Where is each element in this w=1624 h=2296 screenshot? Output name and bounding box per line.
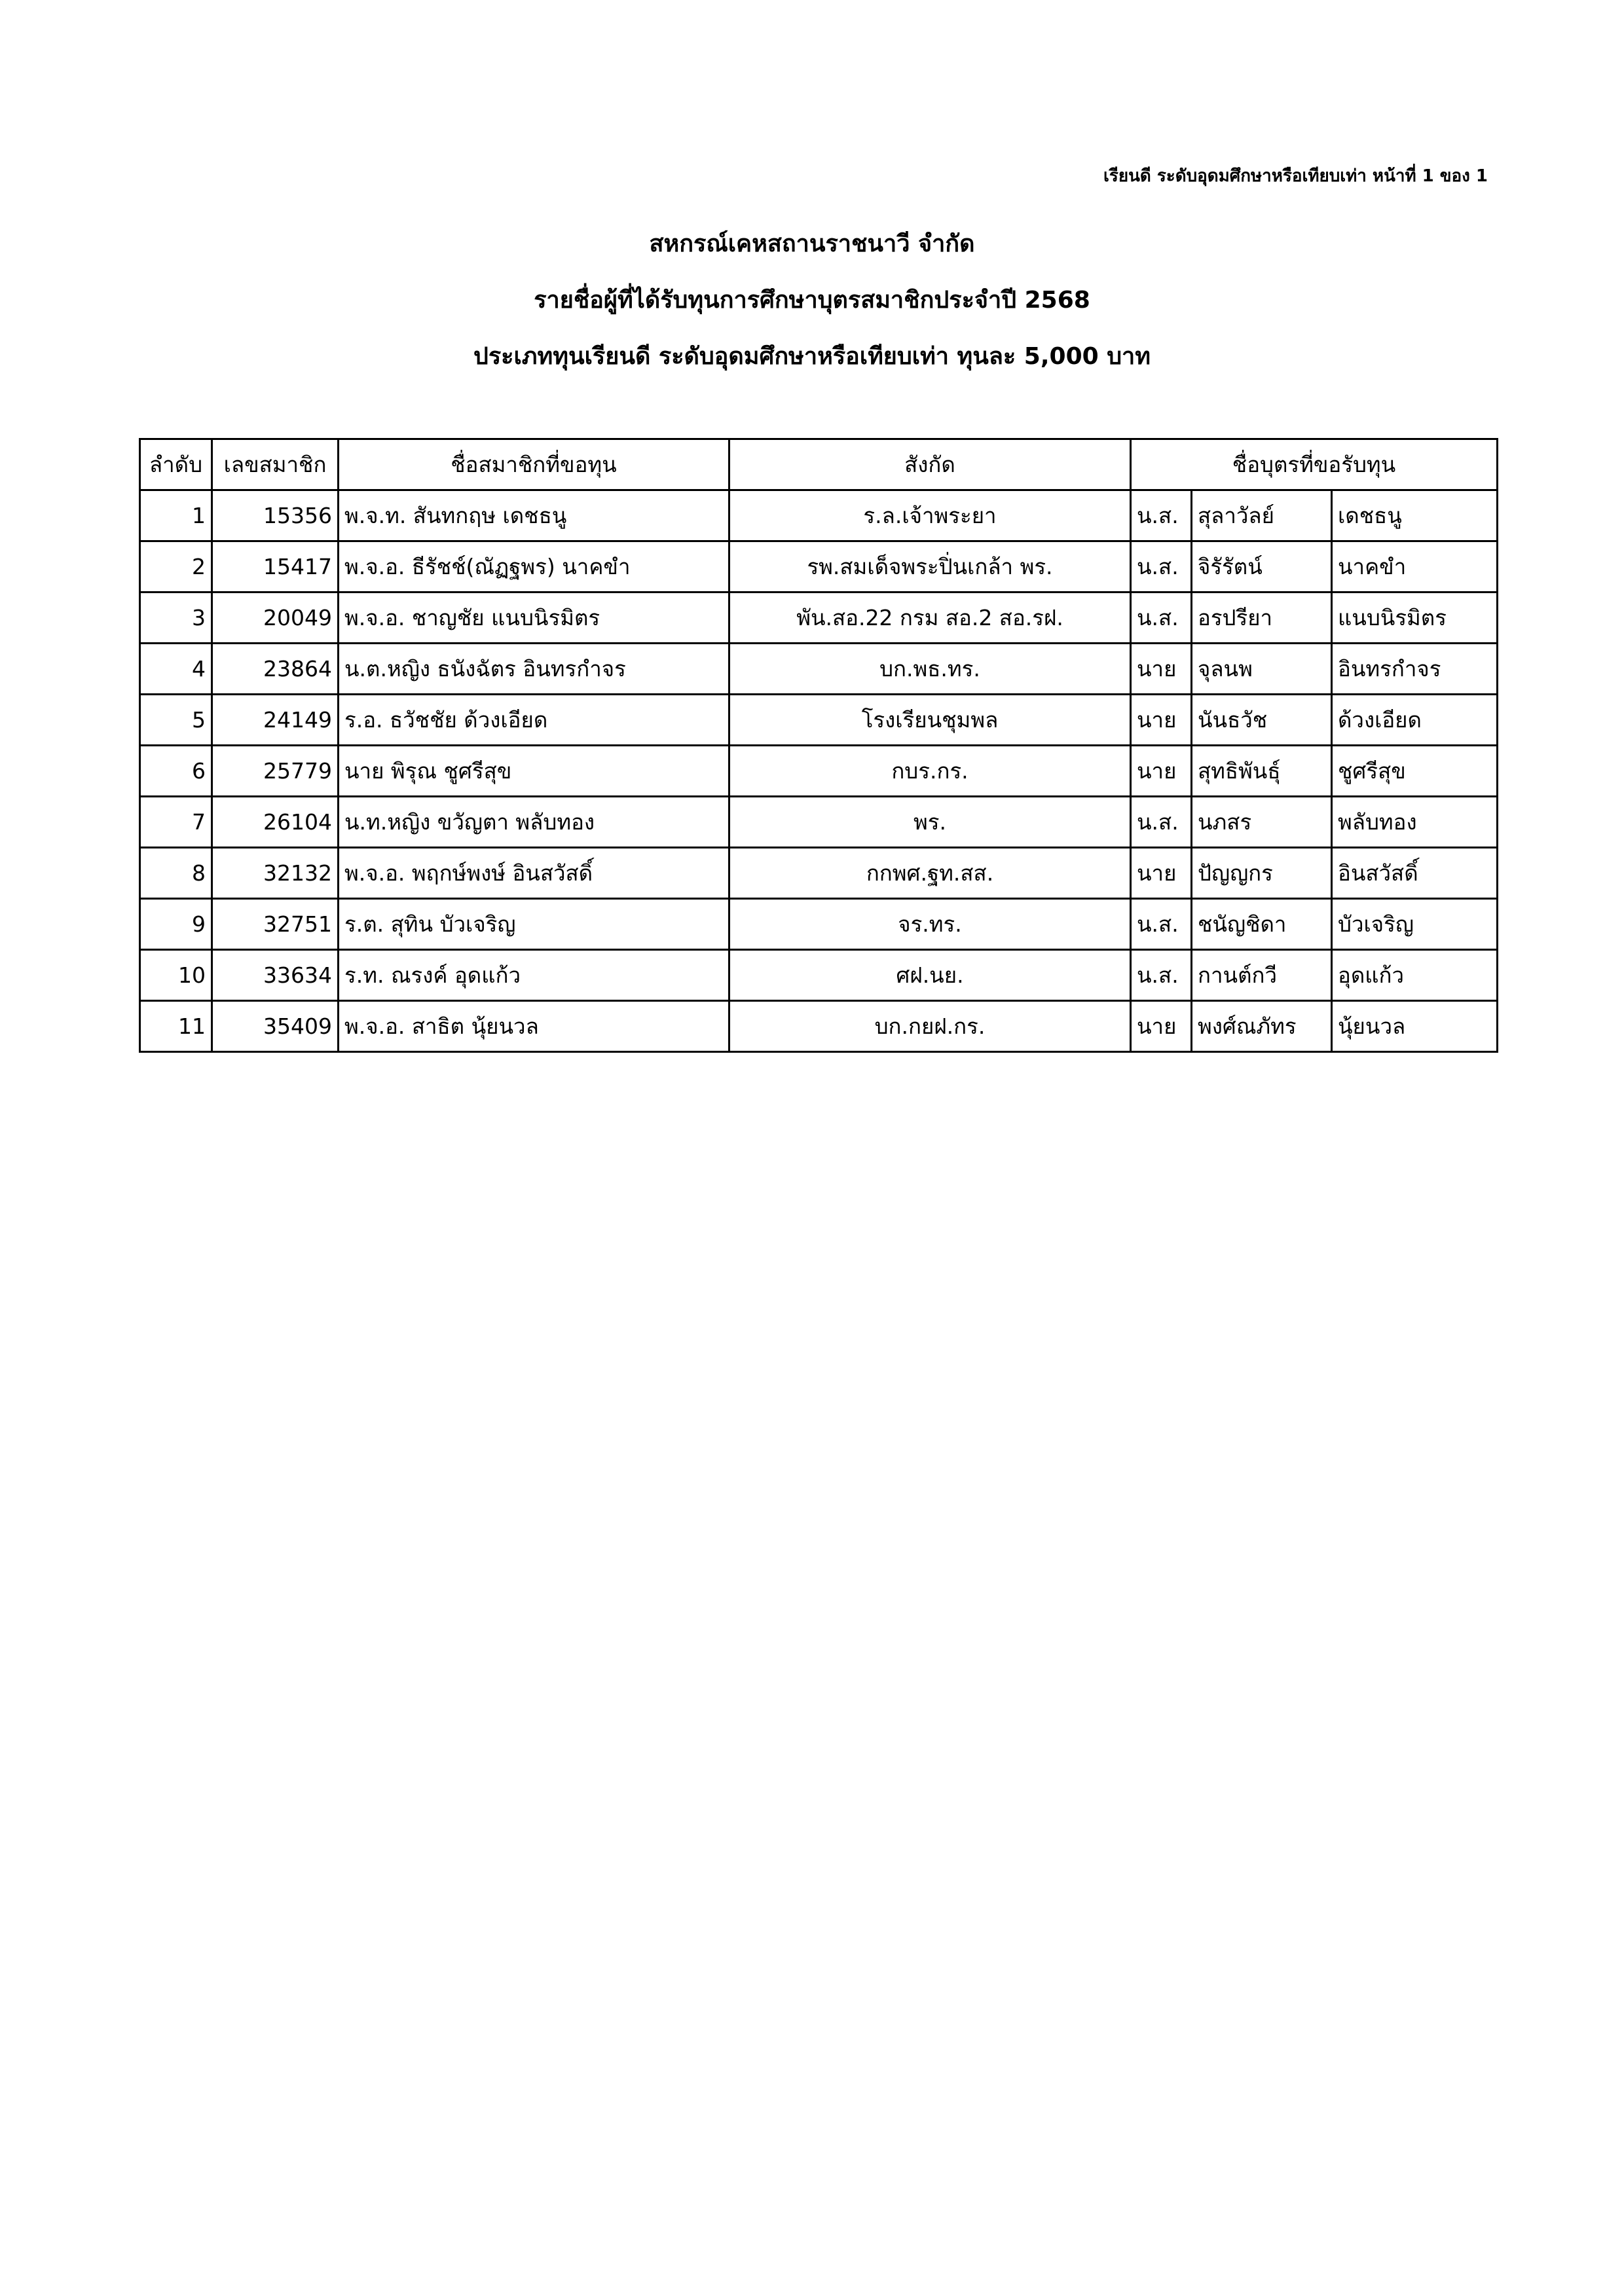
cell-order: 4	[140, 644, 212, 695]
cell-child-last-name: อินทรกำจร	[1332, 644, 1498, 695]
cell-child-prefix: นาย	[1131, 644, 1192, 695]
cell-child-first-name: กานต์กวี	[1192, 950, 1332, 1001]
cell-child-prefix: นาย	[1131, 1001, 1192, 1052]
table-row	[140, 1001, 1498, 1052]
cell-order: 2	[140, 541, 212, 592]
cell-child-first-name: นภสร	[1192, 797, 1332, 848]
header-member-no: เลขสมาชิก	[212, 439, 339, 490]
title-list: รายชื่อผู้ที่ได้รับทุนการศึกษาบุตรสมาชิกประจำปี 2568	[534, 287, 1090, 314]
cell-member-name: พ.จ.ท. สันทกฤษ เดชธนู	[339, 490, 729, 541]
cell-member-name: พ.จ.อ. พฤกษ์พงษ์ อินสวัสดิ์	[339, 848, 729, 899]
table-body	[140, 490, 1498, 1052]
table-row	[140, 592, 1498, 644]
cell-unit: พร.	[729, 797, 1131, 848]
cell-member-no: 35409	[212, 1001, 339, 1052]
cell-child-first-name: อรปรียา	[1192, 592, 1332, 644]
cell-child-prefix: นาย	[1131, 848, 1192, 899]
cell-child-last-name: บัวเจริญ	[1332, 899, 1498, 950]
table-row	[140, 848, 1498, 899]
cell-child-prefix: น.ส.	[1131, 541, 1192, 592]
header-child-name: ชื่อบุตรที่ขอรับทุน	[1131, 439, 1498, 490]
title-scholarship-type: ประเภททุนเรียนดี ระดับอุดมศึกษาหรือเทียบเท่า ทุนละ 5,000 บาท	[473, 343, 1151, 370]
cell-child-last-name: นุ้ยนวล	[1332, 1001, 1498, 1052]
cell-unit: จร.ทร.	[729, 899, 1131, 950]
cell-member-name: พ.จ.อ. สาธิต นุ้ยนวล	[339, 1001, 729, 1052]
cell-order: 8	[140, 848, 212, 899]
cell-order: 9	[140, 899, 212, 950]
header-member-name: ชื่อสมาชิกที่ขอทุน	[339, 439, 729, 490]
cell-unit: บก.กยฝ.กร.	[729, 1001, 1131, 1052]
scholarship-table	[139, 438, 1498, 1053]
cell-order: 10	[140, 950, 212, 1001]
cell-child-first-name: จิรัรัตน์	[1192, 541, 1332, 592]
cell-member-no: 25779	[212, 746, 339, 797]
cell-order: 11	[140, 1001, 212, 1052]
cell-child-first-name: พงศ์ณภัทร	[1192, 1001, 1332, 1052]
cell-unit: พัน.สอ.22 กรม สอ.2 สอ.รฝ.	[729, 592, 1131, 644]
cell-child-last-name: ชูศรีสุข	[1332, 746, 1498, 797]
cell-child-first-name: ปัญญกร	[1192, 848, 1332, 899]
cell-member-name: พ.จ.อ. ชาญชัย แนบนิรมิตร	[339, 592, 729, 644]
cell-child-prefix: น.ส.	[1131, 950, 1192, 1001]
cell-child-prefix: น.ส.	[1131, 899, 1192, 950]
table-row	[140, 899, 1498, 950]
cell-member-no: 33634	[212, 950, 339, 1001]
cell-child-last-name: พลับทอง	[1332, 797, 1498, 848]
cell-member-name: ร.อ. ธวัชชัย ด้วงเอียด	[339, 695, 729, 746]
header-unit: สังกัด	[729, 439, 1131, 490]
cell-unit: รพ.สมเด็จพระปิ่นเกล้า พร.	[729, 541, 1131, 592]
cell-order: 7	[140, 797, 212, 848]
cell-unit: บก.พธ.ทร.	[729, 644, 1131, 695]
cell-child-last-name: อุดแก้ว	[1332, 950, 1498, 1001]
cell-unit: ศฝ.นย.	[729, 950, 1131, 1001]
cell-child-first-name: จุลนพ	[1192, 644, 1332, 695]
cell-order: 5	[140, 695, 212, 746]
cell-child-last-name: นาคขำ	[1332, 541, 1498, 592]
table-row	[140, 490, 1498, 541]
cell-child-prefix: น.ส.	[1131, 490, 1192, 541]
table-row	[140, 695, 1498, 746]
table-row	[140, 746, 1498, 797]
cell-child-last-name: อินสวัสดิ์	[1332, 848, 1498, 899]
cell-child-last-name: เดชธนู	[1332, 490, 1498, 541]
cell-child-prefix: นาย	[1131, 746, 1192, 797]
cell-unit: ร.ล.เจ้าพระยา	[729, 490, 1131, 541]
cell-member-name: น.ท.หญิง ขวัญตา พลับทอง	[339, 797, 729, 848]
cell-member-no: 15356	[212, 490, 339, 541]
cell-unit: กบร.กร.	[729, 746, 1131, 797]
cell-member-no: 20049	[212, 592, 339, 644]
cell-member-name: นาย พิรุณ ชูศรีสุข	[339, 746, 729, 797]
table-row	[140, 950, 1498, 1001]
table-row	[140, 797, 1498, 848]
cell-child-prefix: นาย	[1131, 695, 1192, 746]
table-header-row	[140, 439, 1498, 490]
cell-order: 3	[140, 592, 212, 644]
title-cooperative: สหกรณ์เคหสถานราชนาวี จำกัด	[649, 230, 975, 257]
cell-child-last-name: ด้วงเอียด	[1332, 695, 1498, 746]
cell-member-no: 24149	[212, 695, 339, 746]
cell-unit: โรงเรียนชุมพล	[729, 695, 1131, 746]
cell-member-no: 32132	[212, 848, 339, 899]
cell-member-name: พ.จ.อ. ธีรัชช์(ณัฏฐพร) นาคขำ	[339, 541, 729, 592]
cell-member-name: น.ต.หญิง ธนังฉัตร อินทรกำจร	[339, 644, 729, 695]
cell-child-prefix: น.ส.	[1131, 592, 1192, 644]
cell-member-no: 15417	[212, 541, 339, 592]
cell-child-prefix: น.ส.	[1131, 797, 1192, 848]
cell-member-no: 23864	[212, 644, 339, 695]
cell-member-name: ร.ท. ณรงค์ อุดแก้ว	[339, 950, 729, 1001]
cell-unit: กกพศ.ฐท.สส.	[729, 848, 1131, 899]
cell-member-no: 26104	[212, 797, 339, 848]
header-order: ลำดับ	[140, 439, 212, 490]
cell-member-name: ร.ต. สุทิน บัวเจริญ	[339, 899, 729, 950]
cell-child-first-name: สุลาวัลย์	[1192, 490, 1332, 541]
document-titles	[0, 216, 1624, 385]
table-row	[140, 541, 1498, 592]
table-row	[140, 644, 1498, 695]
cell-member-no: 32751	[212, 899, 339, 950]
cell-child-first-name: ชนัญชิดา	[1192, 899, 1332, 950]
cell-child-first-name: นันธวัช	[1192, 695, 1332, 746]
cell-order: 1	[140, 490, 212, 541]
page-header: เรียนดี ระดับอุดมศึกษาหรือเทียบเท่า หน้าที่ 1 ของ 1	[1103, 166, 1488, 186]
cell-child-first-name: สุทธิพันธุ์	[1192, 746, 1332, 797]
cell-child-last-name: แนบนิรมิตร	[1332, 592, 1498, 644]
cell-order: 6	[140, 746, 212, 797]
